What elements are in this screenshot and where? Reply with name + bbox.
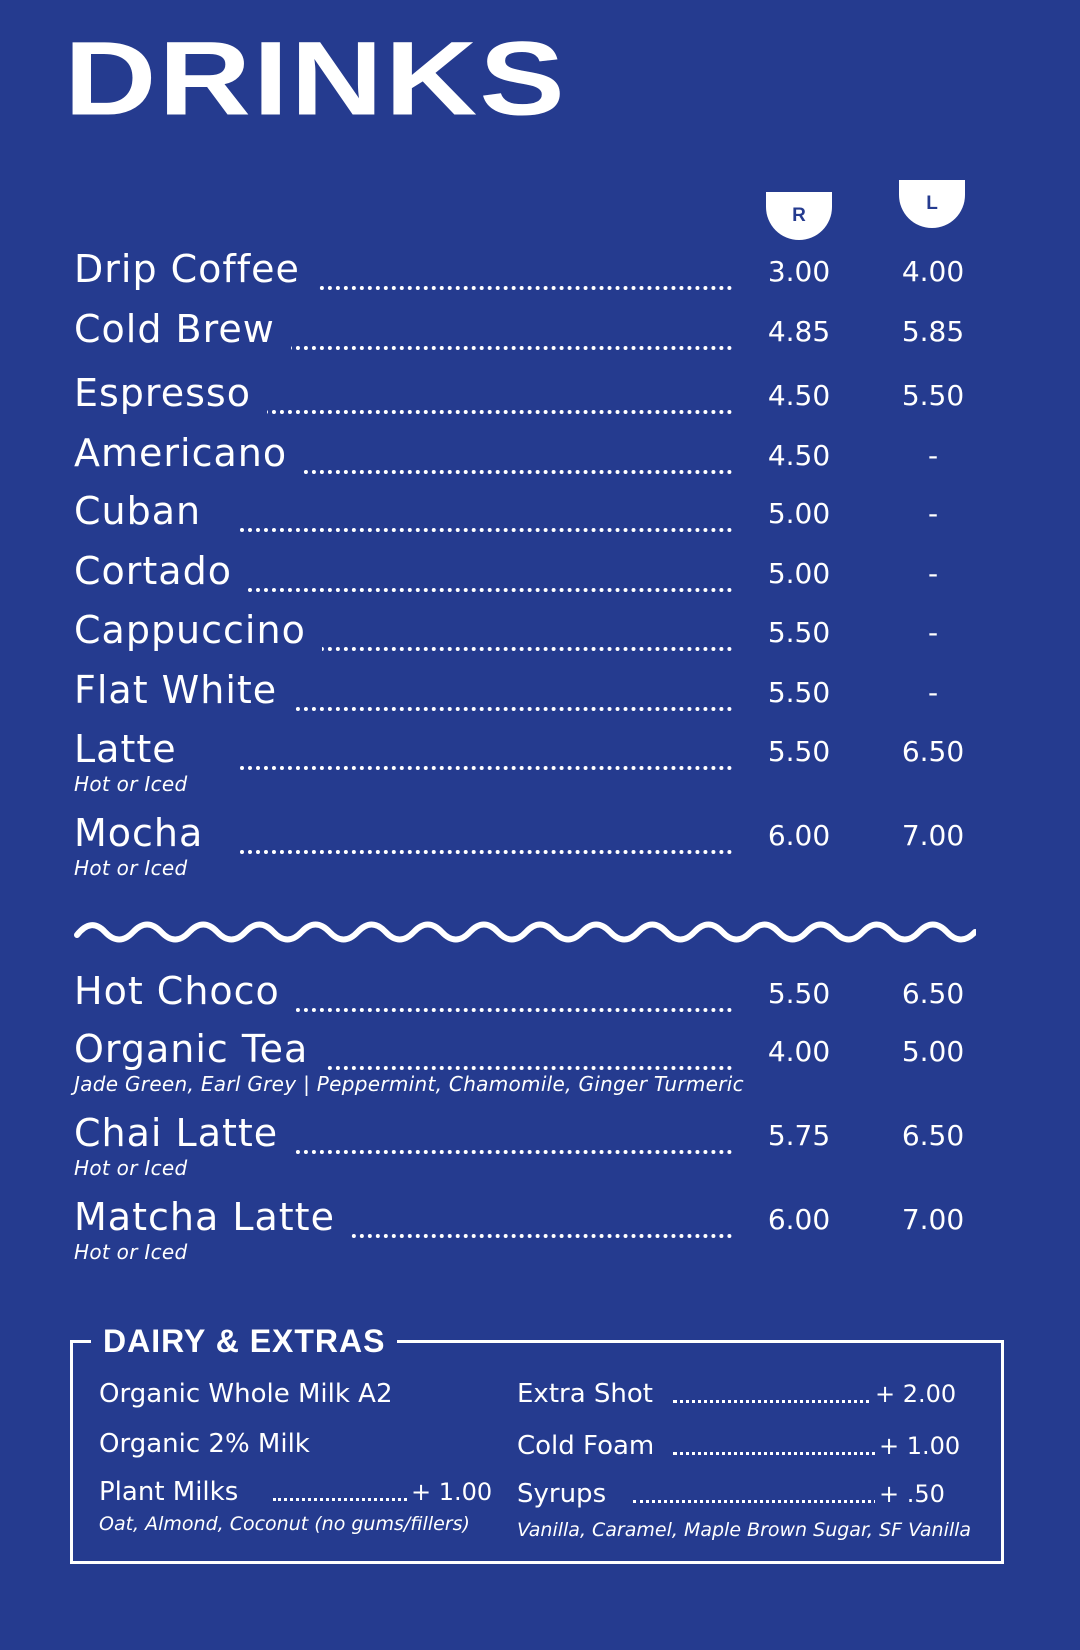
- price-large: 6.50: [901, 735, 965, 768]
- menu-item-name: Cold Brew: [74, 306, 291, 352]
- leader-dots: [240, 820, 732, 854]
- syrups-price: + .50: [875, 1477, 945, 1511]
- price-regular: 4.50: [767, 439, 831, 472]
- price-large: 4.00: [901, 255, 965, 288]
- leader-dots: [240, 736, 732, 770]
- price-regular: 4.00: [767, 1035, 831, 1068]
- price-large: -: [927, 557, 939, 590]
- price-regular: 4.50: [767, 379, 831, 412]
- price-large: -: [927, 439, 939, 472]
- price-large: 6.50: [901, 1119, 965, 1152]
- leader-dots: [240, 440, 732, 474]
- leader-dots: [240, 677, 732, 711]
- price-large: 5.50: [901, 379, 965, 412]
- menu-item-row: [0, 1194, 1080, 1274]
- size-large-tab: L: [899, 180, 965, 228]
- cold-foam-price: + 1.00: [875, 1429, 960, 1463]
- extra-shot-price: + 2.00: [871, 1377, 956, 1411]
- menu-item-note: Jade Green, Earl Grey | Peppermint, Chamomile, Ginger Turmeric: [74, 1072, 744, 1096]
- menu-item-name: Espresso: [74, 370, 267, 416]
- menu-item-name: Latte: [74, 726, 193, 772]
- price-large: 5.85: [901, 315, 965, 348]
- price-large: 5.00: [901, 1035, 965, 1068]
- menu-item-name: Cuban: [74, 488, 217, 534]
- price-large: -: [927, 676, 939, 709]
- size-regular-tab: R: [766, 192, 832, 240]
- syrups-options: Vanilla, Caramel, Maple Brown Sugar, SF Vanilla: [517, 1519, 972, 1541]
- menu-item-name: Organic Tea: [74, 1026, 324, 1072]
- menu-item-note: Hot or Iced: [74, 1240, 188, 1264]
- menu-item-name: Cappuccino: [74, 607, 322, 653]
- price-regular: 5.00: [767, 497, 831, 530]
- price-regular: 3.00: [767, 255, 831, 288]
- menu-item-row: [0, 726, 1080, 806]
- menu-item-note: Hot or Iced: [74, 856, 188, 880]
- plant-milks-name: Plant Milks: [99, 1475, 246, 1509]
- wave-divider: [74, 915, 976, 949]
- price-regular: 5.50: [767, 616, 831, 649]
- organic-whole-milk: Organic Whole Milk A2: [99, 1377, 401, 1411]
- menu-item-name: Cortado: [74, 548, 248, 594]
- extra-shot-name: Extra Shot: [517, 1377, 661, 1411]
- menu-item-row: [0, 1110, 1080, 1190]
- menu-item-note: Hot or Iced: [74, 1156, 188, 1180]
- price-regular: 5.75: [767, 1119, 831, 1152]
- menu-item-name: Chai Latte: [74, 1110, 294, 1156]
- leader-dots: [240, 1120, 732, 1154]
- menu-item-name: Mocha: [74, 810, 219, 856]
- price-large: 7.00: [901, 1203, 965, 1236]
- menu-item-note: Hot or Iced: [74, 772, 188, 796]
- plant-milks-options: Oat, Almond, Coconut (no gums/fillers): [99, 1513, 470, 1535]
- menu-item-row: [0, 1026, 1080, 1106]
- menu-item-row: [0, 810, 1080, 890]
- leader-dots: [240, 498, 732, 532]
- price-large: 6.50: [901, 977, 965, 1010]
- menu-item-name: Flat White: [74, 667, 293, 713]
- menu-item-name: Hot Choco: [74, 968, 296, 1014]
- leader-dots: [240, 380, 732, 414]
- price-regular: 5.00: [767, 557, 831, 590]
- cold-foam-name: Cold Foam: [517, 1429, 662, 1463]
- dairy-extras-title: DAIRY & EXTRAS: [91, 1319, 397, 1363]
- price-large: -: [927, 497, 939, 530]
- size-header: [0, 180, 1080, 240]
- price-regular: 6.00: [767, 819, 831, 852]
- price-regular: 5.50: [767, 676, 831, 709]
- dairy-extras-box: [70, 1323, 1004, 1564]
- price-regular: 4.85: [767, 315, 831, 348]
- price-regular: 5.50: [767, 977, 831, 1010]
- menu-item-name: Americano: [74, 430, 303, 476]
- leader-dots: [240, 978, 732, 1012]
- menu-item-name: Matcha Latte: [74, 1194, 351, 1240]
- leader-dots: [240, 558, 732, 592]
- price-regular: 6.00: [767, 1203, 831, 1236]
- price-regular: 5.50: [767, 735, 831, 768]
- plant-milks-price: + 1.00: [407, 1475, 492, 1509]
- syrups-name: Syrups: [517, 1477, 626, 1511]
- organic-2-milk: Organic 2% Milk: [99, 1427, 318, 1461]
- leader-dots: [240, 316, 732, 350]
- price-large: -: [927, 616, 939, 649]
- price-large: 7.00: [901, 819, 965, 852]
- menu-item-name: Drip Coffee: [74, 246, 316, 292]
- menu-title: DRINKS: [64, 30, 567, 129]
